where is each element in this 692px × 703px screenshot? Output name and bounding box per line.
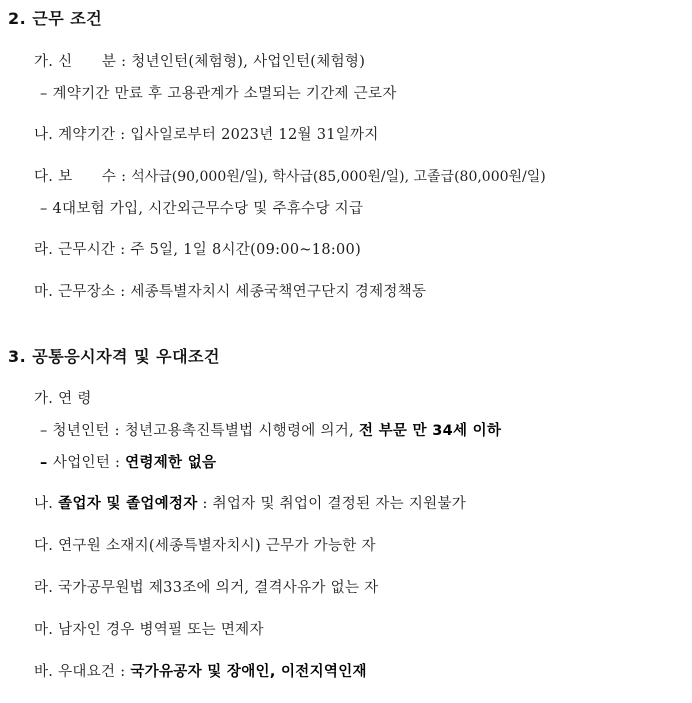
item-label: 나. xyxy=(34,496,59,512)
section-3-heading: 3. 공통응시자격 및 우대조건 xyxy=(8,347,220,366)
section-2-item-da-note: – 4대보험 가입, 시간외근무수당 및 주휴수당 지급 xyxy=(40,201,364,217)
item-label: 라. 근무시간 : xyxy=(34,242,131,258)
section-2-item-da xyxy=(34,165,546,186)
item-emphasis: 연령제한 없음 xyxy=(125,455,217,471)
section-3-item-ba xyxy=(34,660,367,681)
section-3-item-ga-project xyxy=(40,451,216,472)
section-2-item-ga xyxy=(34,50,365,71)
item-text: – 청년인턴 : 청년고용촉진특별법 시행령에 의거, xyxy=(40,423,359,439)
section-3-item-ra: 라. 국가공무원법 제33조에 의거, 결격사유가 없는 자 xyxy=(34,580,379,596)
item-emphasis: 졸업자 및 졸업예정자 xyxy=(58,496,198,512)
item-value: 세종특별자치시 세종국책연구단지 경제정책동 xyxy=(130,284,427,300)
item-value: 입사일로부터 2023년 12월 31일까지 xyxy=(130,127,379,143)
item-label: 마. 근무장소 : xyxy=(34,284,131,300)
section-3-item-ga: 가. 연 령 xyxy=(34,391,92,407)
section-3-item-ga-youth xyxy=(40,419,501,440)
item-label: 가. 신 분 : xyxy=(34,54,132,70)
section-2-heading: 2. 근무 조건 xyxy=(8,9,103,28)
item-label: 나. 계약기간 : xyxy=(34,127,131,143)
item-text: 사업인턴 : xyxy=(52,455,126,471)
section-3-item-ma: 마. 남자인 경우 병역필 또는 면제자 xyxy=(34,622,264,638)
section-3-item-na xyxy=(34,492,466,513)
item-text: : 취업자 및 취업이 결정된 자는 지원불가 xyxy=(197,496,467,512)
item-emphasis: 국가유공자 및 장애인, 이전지역인재 xyxy=(130,664,367,680)
item-emphasis: 전 부문 만 34세 이하 xyxy=(358,423,502,439)
section-2-item-na xyxy=(34,123,379,144)
item-label: 바. 우대요건 : xyxy=(34,664,131,680)
dash-marker: – xyxy=(40,455,53,471)
item-label: 다. 보 수 : xyxy=(34,169,132,185)
item-value: 청년인턴(체험형), 사업인턴(체험형) xyxy=(131,54,366,70)
item-value: 석사급(90,000원/일), 학사급(85,000원/일), 고졸급(80,000원/일) xyxy=(131,169,546,185)
item-value: 주 5일, 1일 8시간(09:00~18:00) xyxy=(130,242,362,258)
section-3-item-da: 다. 연구원 소재지(세종특별자치시) 근무가 가능한 자 xyxy=(34,538,376,554)
section-2-item-ga-note: – 계약기간 만료 후 고용관계가 소멸되는 기간제 근로자 xyxy=(40,86,397,102)
section-2-item-ma xyxy=(34,280,426,301)
section-2-item-ra xyxy=(34,238,361,259)
